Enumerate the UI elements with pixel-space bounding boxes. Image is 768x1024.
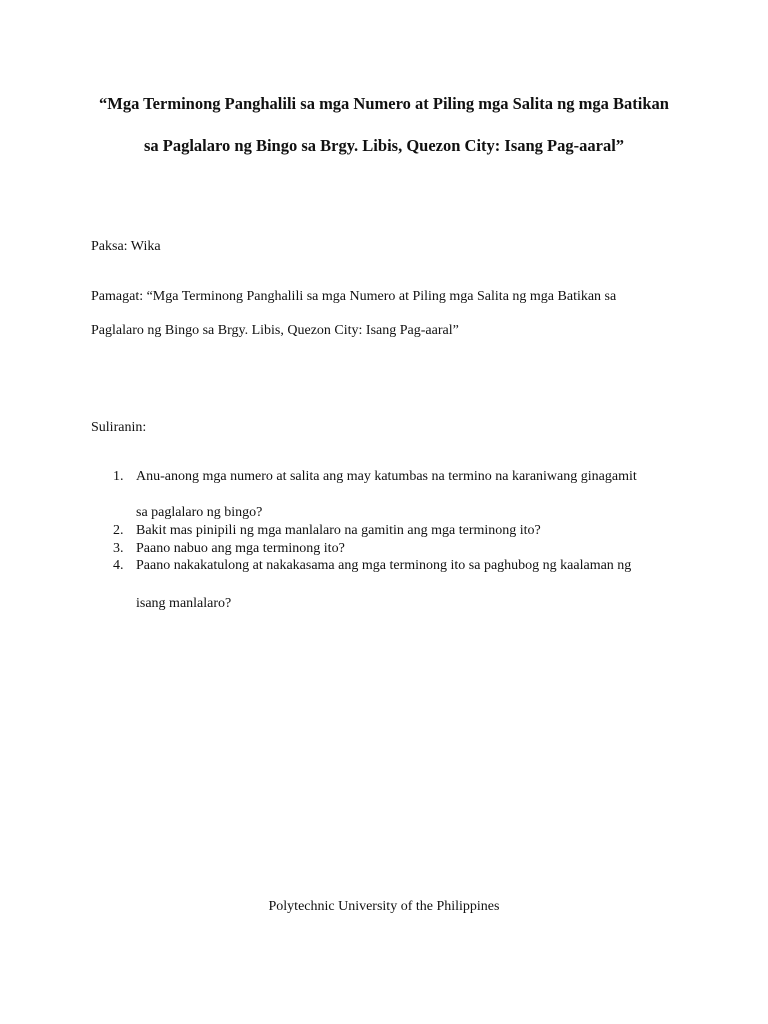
suliranin-label: Suliranin: (91, 420, 147, 435)
document-title-line-1: “Mga Terminong Panghalili sa mga Numero at Piling mga Salita ng mga Batikan (99, 94, 669, 113)
list-item-number: 3. (113, 541, 124, 556)
list-item-text-continued: sa paglalaro ng bingo? (136, 505, 263, 520)
list-item-text: Paano nakakatulong at nakakasama ang mga terminong ito sa paghubog ng kaalaman ng (136, 558, 632, 573)
list-item-number: 4. (113, 558, 124, 573)
list-item-text-continued: isang manlalaro? (136, 596, 232, 611)
university-footer: Polytechnic University of the Philippines (268, 899, 500, 914)
document-title-line-2: sa Paglalaro ng Bingo sa Brgy. Libis, Quezon City: Isang Pag-aaral” (143, 136, 625, 155)
paksa-text: Paksa: Wika (91, 239, 161, 254)
list-item-number: 1. (113, 469, 124, 484)
list-item-number: 2. (113, 523, 124, 538)
list-item-text: Paano nabuo ang mga terminong ito? (136, 541, 345, 556)
list-item-text: Anu-anong mga numero at salita ang may katumbas na termino na karaniwang ginagamit (136, 469, 637, 484)
pamagat-text-line-1: Pamagat: “Mga Terminong Panghalili sa mga Numero at Piling mga Salita ng mga Batikan sa (91, 289, 617, 304)
list-item-text: Bakit mas pinipili ng mga manlalaro na gamitin ang mga terminong ito? (136, 523, 541, 538)
pamagat-text-line-2: Paglalaro ng Bingo sa Brgy. Libis, Quezon City: Isang Pag-aaral” (91, 323, 459, 338)
